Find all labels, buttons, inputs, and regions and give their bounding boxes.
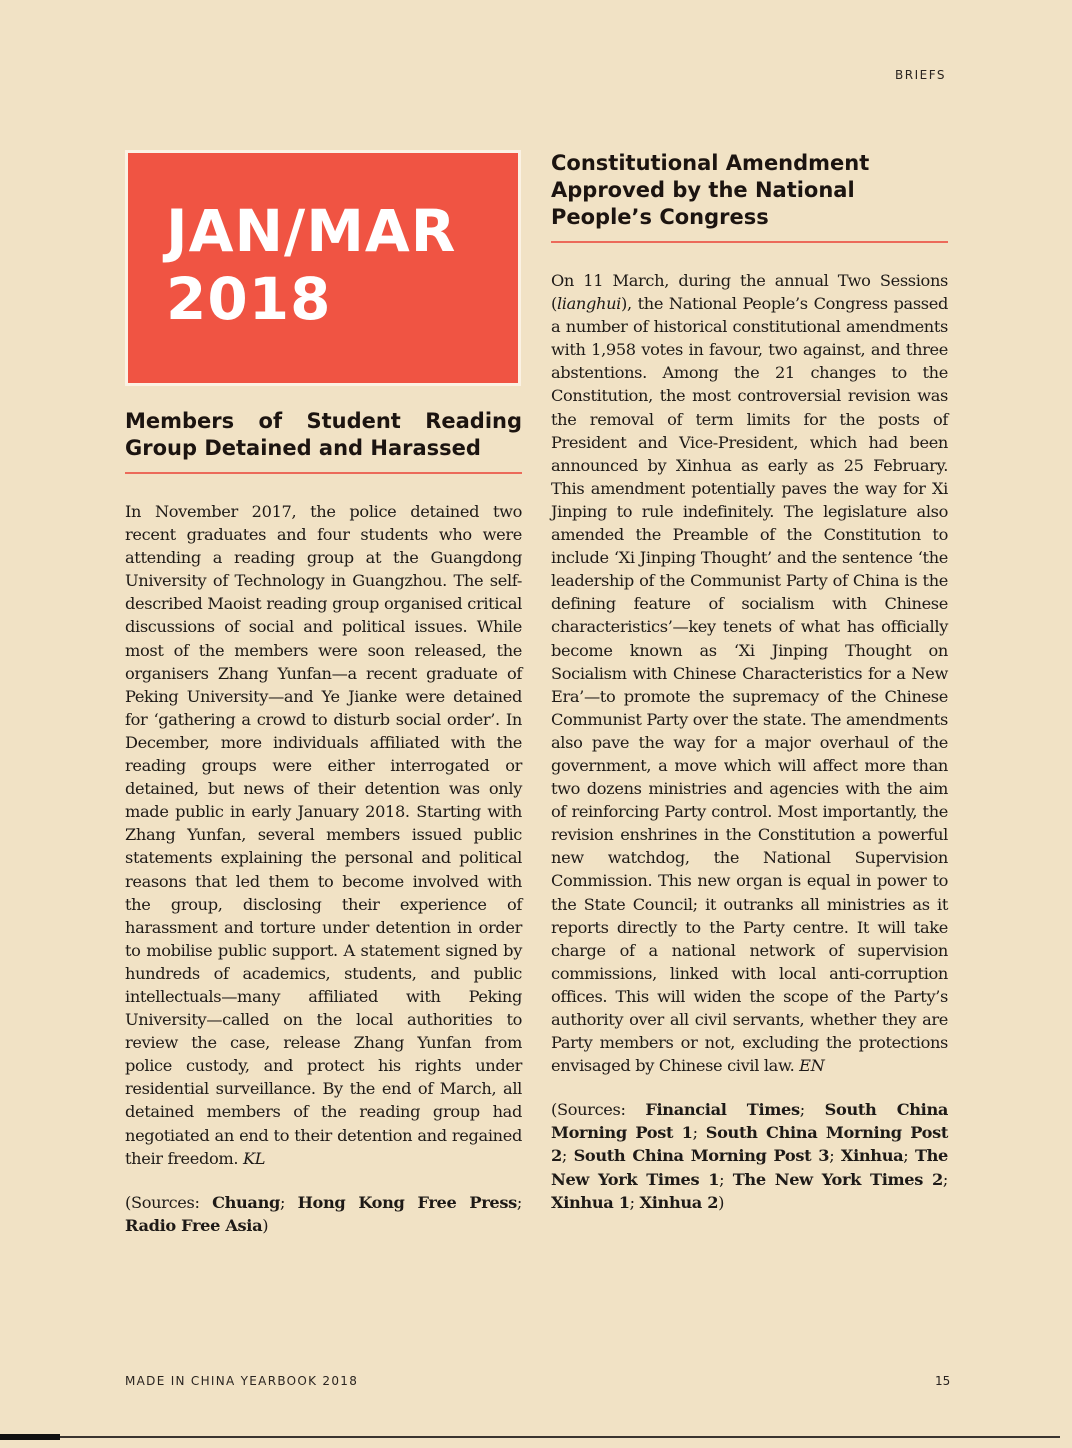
article-right-sources: (Sources: Financial Times; South China Morning Post 1; South China Morning Post 2; South China Morning Post 3; Xinhua; The New York Times 1; The New York Times 2; Xinhua 1; Xinhua 2) xyxy=(551,1100,949,1212)
article-left-sources: (Sources: Chuang; Hong Kong Free Press; Radio Free Asia) xyxy=(125,1192,522,1235)
italic-text: KL xyxy=(242,1148,266,1168)
article-left-body: In November 2017, the police detained two recent graduates and four students who were attending a reading group at the Guangdong University of Technology in Guangzhou. The self-described Maoist reading group organised critical discussions of social and political issues. While most of the members were soon released, the organisers Zhang Yunfan—a recent graduate of Peking University—and Ye Jianke were detained for ‘gathering a crowd to disturb social order’. In December, more individuals affiliated with the reading groups were either interrogated or detained, but news of their detention was only made public in early January 2018. Starting with Zhang Yunfan, several members issued public statements explaining the personal and political reasons that led them to become involved with the group, disclosing their experience of harassment and torture under detention in order to mobilise public support. A statement signed by hundreds of academics, students, and public intellectuals—many affiliated with Peking University—called on the local authorities to review the case, release Zhang Yunfan from police custody, and protect his rights under residential surveillance. By the end of March, all detained members of the reading group had negotiated an end to their detention and regained their freedom. KL xyxy=(125,502,522,1168)
source-name: The New York Times 2 xyxy=(732,1169,943,1189)
source-name: Xinhua xyxy=(840,1146,904,1166)
title-underline xyxy=(125,472,522,474)
article-left-title: Members of Student Reading Group Detained and Harassed xyxy=(125,409,522,460)
source-name: Chuang xyxy=(212,1192,280,1212)
date-range-heading xyxy=(166,197,456,333)
date-box xyxy=(125,150,521,386)
article-right xyxy=(551,150,948,1214)
source-name: Radio Free Asia xyxy=(125,1215,263,1235)
section-label: BRIEFS xyxy=(895,68,946,82)
article-right-body: On 11 March, during the annual Two Sessions (lianghui), the National People’s Congress passed a number of historical constitutional amendments with 1,958 votes in favour, two against, and three abstentions. Among the 21 changes to the Constitution, the most controversial revision was the removal of term limits for the posts of President and Vice-President, which had been announced by Xinhua as early as 25 February. This amendment potentially paves the way for Xi Jinping to rule indefinitely. The legislature also amended the Preamble of the Constitution to include ‘Xi Jinping Thought’ and the sentence ‘the leadership of the Communist Party of China is the defining feature of socialism with Chinese characteristics’—key tenets of what has officially become known as ‘Xi Jinping Thought on Socialism with Chinese Characteristics for a New Era’—to promote the supremacy of the Chinese Communist Party over the state. The amendments also pave the way for a major overhaul of the government, a move which will affect more than two dozens ministries and agencies with the aim of reinforcing Party control. Most importantly, the revision enshrines in the Constitution a powerful new watchdog, the National Supervision Commission. This new organ is equal in power to the State Council; it outranks all ministries as it reports directly to the Party centre. It will take charge of a national network of supervision commissions, linked with local anti-corruption offices. This will widen the scope of the Party’s authority over all civil servants, whether they are Party members or not, excluding the protections envisaged by Chinese civil law. EN xyxy=(551,271,948,1076)
source-name: South China Morning Post 3 xyxy=(573,1146,830,1166)
page-number: 15 xyxy=(935,1374,951,1388)
source-name: The New York Times 1 xyxy=(551,1146,949,1189)
source-name: Financial Times xyxy=(645,1100,800,1120)
publication-name: MADE IN CHINA YEARBOOK 2018 xyxy=(125,1374,359,1388)
italic-text: lianghui xyxy=(556,294,621,314)
italic-text: EN xyxy=(799,1056,825,1076)
reading-progress-track[interactable] xyxy=(0,1436,1060,1438)
article-left xyxy=(125,408,522,1237)
source-name: Xinhua 1 xyxy=(551,1192,630,1212)
title-underline xyxy=(551,241,948,243)
source-name: Hong Kong Free Press xyxy=(297,1192,517,1212)
date-range-line2: 2018 xyxy=(166,265,332,333)
source-name: Xinhua 2 xyxy=(639,1192,719,1212)
source-name: South China Morning Post 1 xyxy=(551,1100,949,1143)
reading-progress-fill xyxy=(0,1434,60,1440)
article-right-title: Constitutional Amendment Approved by the National People’s Congress xyxy=(551,151,870,229)
source-name: South China Morning Post 2 xyxy=(551,1123,948,1166)
date-range-line1: JAN/MAR xyxy=(166,197,457,265)
